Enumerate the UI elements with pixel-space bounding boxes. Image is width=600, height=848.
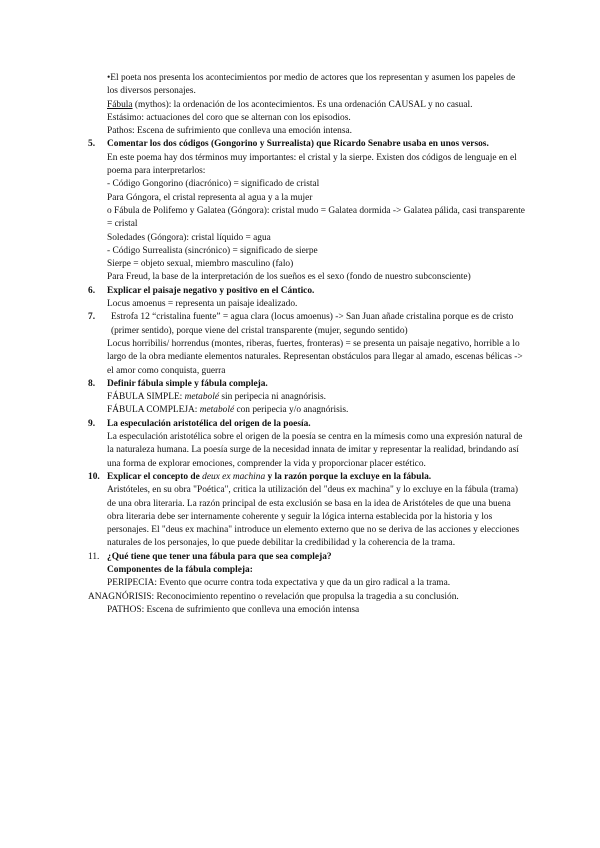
question-title: Explicar el paisaje negativo y positivo en el Cántico. xyxy=(107,285,315,296)
intro-estasimo: Estásimo: actuaciones del coro que se alternan con los episodios. xyxy=(107,112,351,123)
fabula-simple-definition: sin peripecia ni anagnórisis. xyxy=(219,392,327,403)
deus-ex-machina-term: deux ex machina xyxy=(202,471,266,482)
answer-paragraph: Aristóteles, en su obra "Poética", critica la utilización del "deus ex machina" y lo excluye en la fábula (trama) de una obra literaria. La razón principal de esta exclusión se basa en la idea de Aristóteles de que una buena obra literaria debe ser internamente coherente y seguir la lógica interna establecida por la historia y los personajes. El "deus ex machina" introduce un elemento externo que no se deriva de las acciones y elecciones naturales de los personajes, lo que puede debilitar la credibilidad y la coherencia de la trama. xyxy=(107,485,520,549)
fabula-term: Fábula xyxy=(107,99,133,110)
answer-paragraph: En este poema hay dos términos muy importantes: el cristal y la sierpe. Existen dos códigos de lenguaje en el poema para interpretarlos: xyxy=(107,152,517,177)
question-title: Comentar los dos códigos (Gongorino y Surrealista) que Ricardo Senabre usaba en unos versos. xyxy=(107,139,489,150)
answer-paragraph: o Fábula de Polifemo y Galatea (Góngora): cristal mudo = Galatea dormida -> Galatea pálida, casi transparente = cristal xyxy=(107,205,525,230)
fabula-simple xyxy=(107,391,527,404)
question-8 xyxy=(88,378,527,418)
metabole-term: metabolé xyxy=(184,392,219,403)
answer-paragraph: Soledades (Góngora): cristal líquido = agua xyxy=(107,232,271,243)
question-11 xyxy=(88,551,527,617)
fabula-definition: (mythos): la ordenación de los acontecimientos. Es una ordenación CAUSAL y no casual. xyxy=(132,99,473,110)
question-number: 11. xyxy=(88,551,100,562)
component-pathos: PATHOS: Escena de sufrimiento que conlleva una emoción intensa xyxy=(107,604,360,615)
question-5 xyxy=(88,138,527,284)
fabula-simple-label: FÁBULA SIMPLE: xyxy=(107,392,185,403)
intro-pathos: Pathos: Escena de sufrimiento que conlleva una emoción intensa. xyxy=(107,126,352,137)
question-title: Definir fábula simple y fábula compleja. xyxy=(107,378,268,389)
answer-paragraph: Estrofa 12 “cristalina fuente” = agua clara (locus amoenus) -> San Juan añade cristalina porque es de cristo (primer sentido), porque viene del cristal transparente (mujer, segundo sentido) xyxy=(111,312,514,336)
answer-paragraph: Sierpe = objeto sexual, miembro masculino (falo) xyxy=(107,259,294,270)
question-number: 5. xyxy=(88,139,96,150)
answer-paragraph: - Código Surrealista (sincrónico) = significado de sierpe xyxy=(107,245,318,256)
question-number: 6. xyxy=(88,285,96,296)
intro-actors: •El poeta nos presenta los acontecimientos por medio de actores que los representan y asumen los papeles de los diversos personajes. xyxy=(107,73,516,97)
question-number: 7. xyxy=(88,312,96,323)
question-title: ¿Qué tiene que tener una fábula para que sea compleja? xyxy=(107,551,332,562)
question-number: 9. xyxy=(88,418,96,429)
question-subtitle: Componentes de la fábula compleja: xyxy=(107,564,253,575)
question-title: La especulación aristotélica del origen de la poesía. xyxy=(107,418,311,429)
question-6 xyxy=(88,285,527,312)
answer-paragraph: Para Góngora, el cristal representa al agua y a la mujer xyxy=(107,192,313,203)
question-9 xyxy=(88,418,527,471)
fabula-compleja-definition: con peripecia y/o anagnórisis. xyxy=(234,405,349,416)
intro-fabula xyxy=(107,99,527,112)
document-body xyxy=(88,72,527,617)
title-part: Explicar el concepto de xyxy=(107,471,203,482)
title-part: y la razón porque la excluye en la fábula. xyxy=(265,471,432,482)
answer-paragraph: Locus amoenus = representa un paisaje idealizado. xyxy=(107,299,298,310)
metabole-term: metabolé xyxy=(199,405,235,416)
component-anagnorisis: ANAGNÓRISIS: Reconocimiento repentino o revelación que propulsa la tragedia a su conclusión. xyxy=(88,591,459,602)
question-7 xyxy=(88,311,527,377)
fabula-compleja-label: FÁBULA COMPLEJA: xyxy=(107,405,200,416)
component-peripecia: PERIPECIA: Evento que ocurre contra toda expectativa y que da un giro radical a la trama. xyxy=(107,578,451,589)
question-title xyxy=(107,471,527,484)
answer-paragraph: Para Freud, la base de la interpretación de los sueños es el sexo (fondo de nuestro subconsciente) xyxy=(107,272,471,283)
answer-paragraph: Locus horribilis/ horrendus (montes, riberas, fuertes, fronteras) = se presenta un paisaje negativo, horrible a lo largo de la obra mediante elementos naturales. Representan obstáculos para llegar al amado, escenas bélicas -> el amor como conquista, guerra xyxy=(107,338,523,376)
question-number: 8. xyxy=(88,378,96,389)
answer-paragraph: La especulación aristotélica sobre el origen de la poesía se centra en la mímesis como una expresión natural de la naturaleza humana. La poesía surge de la necesidad innata de imitar y representar la realidad, brindando así una forma de explorar emociones, comprender la vida y proporcionar placer estético. xyxy=(107,432,523,469)
fabula-compleja xyxy=(107,404,527,417)
question-number: 10. xyxy=(88,471,100,482)
question-10 xyxy=(88,471,527,551)
answer-paragraph: - Código Gongorino (diacrónico) = significado de cristal xyxy=(107,179,320,190)
